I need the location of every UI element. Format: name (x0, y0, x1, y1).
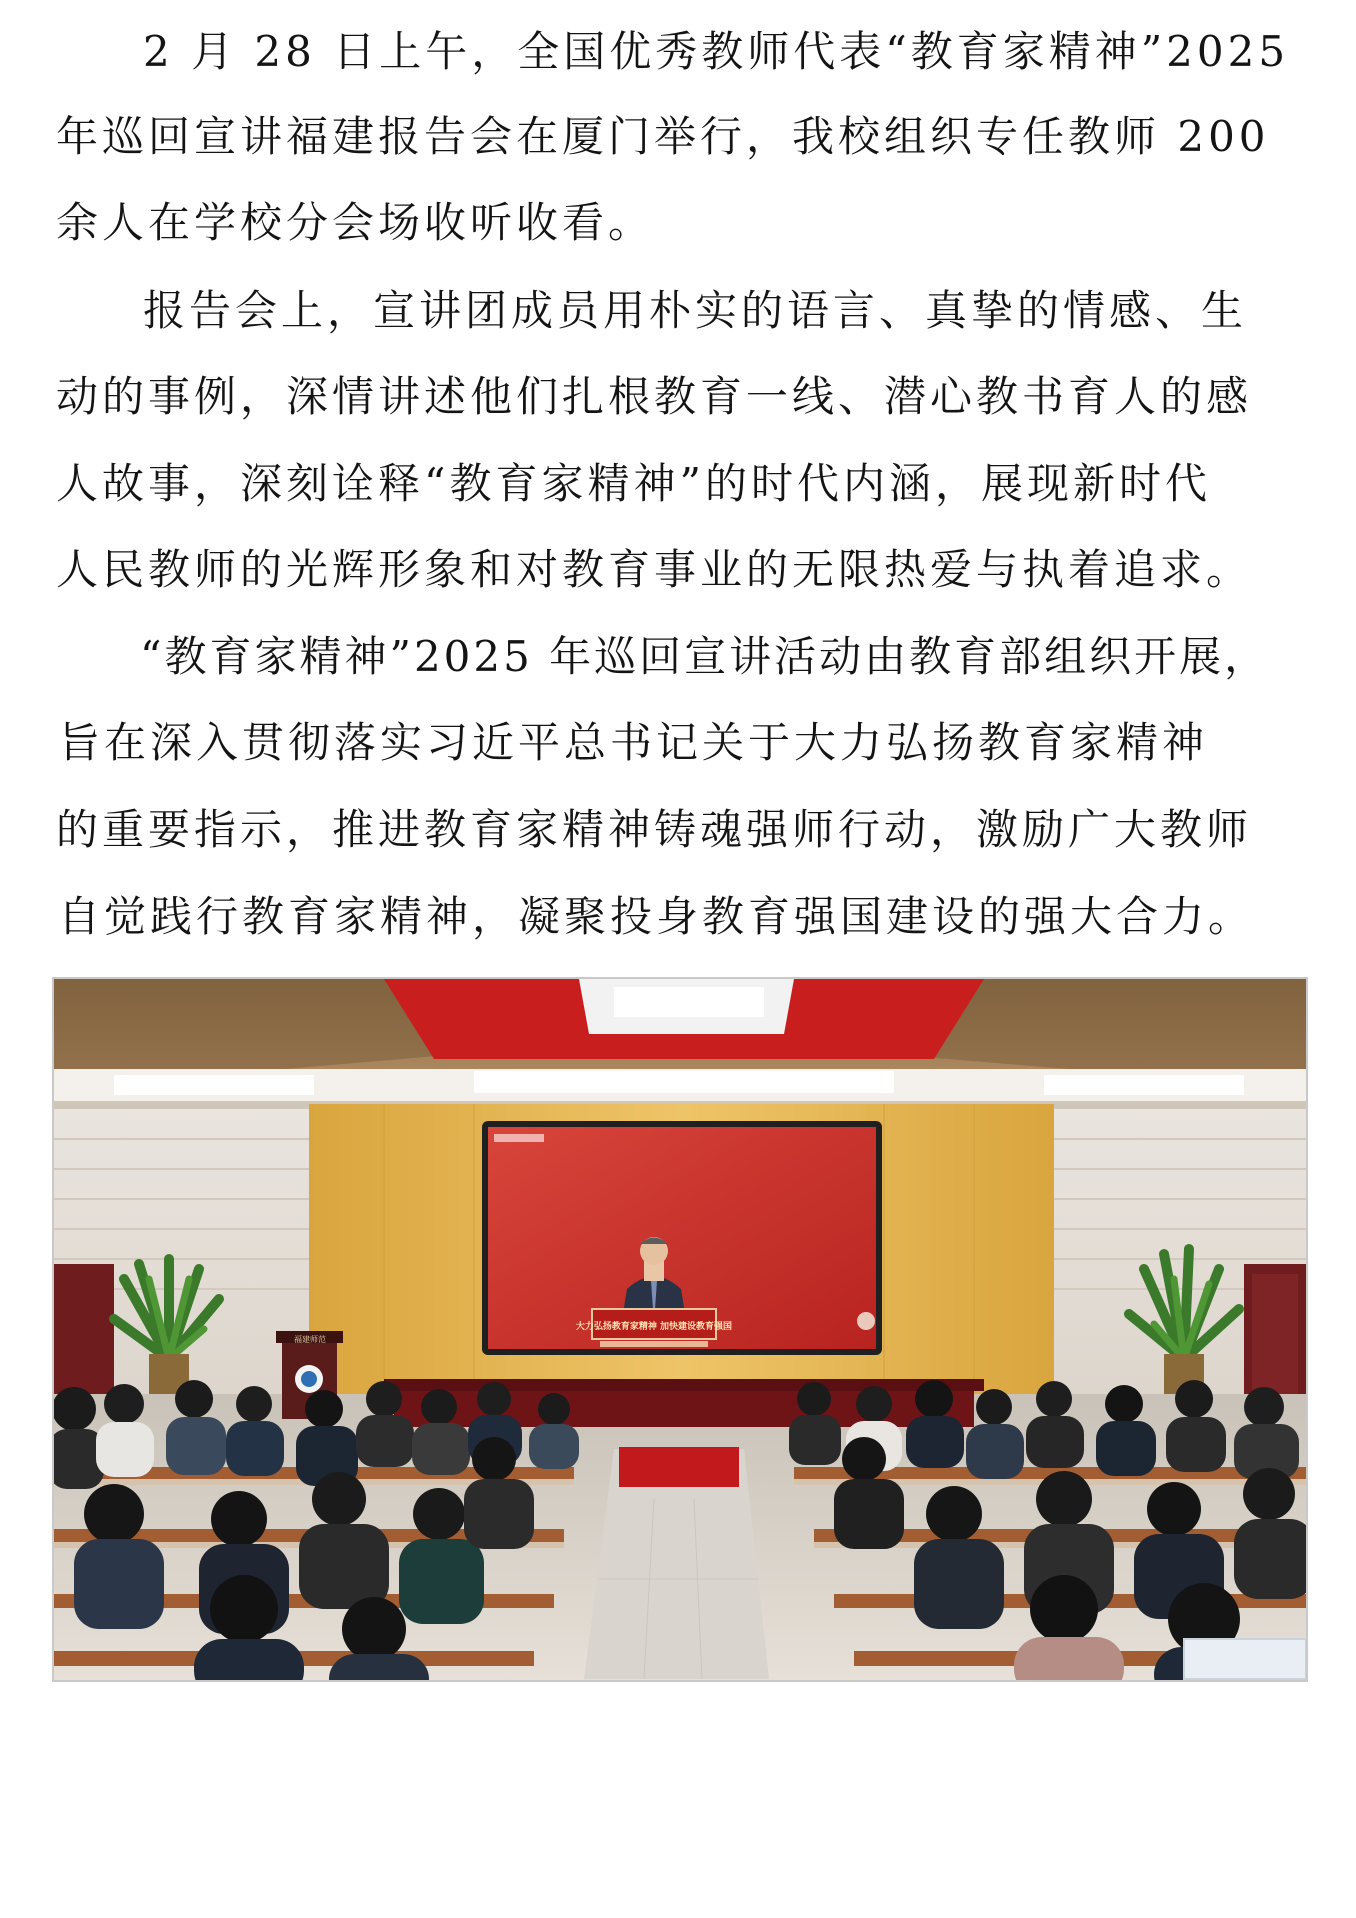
podium-sign: 福建师范 (294, 1335, 326, 1344)
screen-banner: 大力弘扬教育家精神 加快建设教育强国 (575, 1322, 733, 1332)
paragraph-3-line-4: 自觉践行教育家精神，凝聚投身教育强国建设的强大合力。 (58, 892, 1255, 941)
paragraph-2-line-3: 人故事，深刻诠释“教育家精神”的时代内涵，展现新时代 (56, 459, 1211, 508)
paragraph-3-line-2: 旨在深入贯彻落实习近平总书记关于大力弘扬教育家精神 (58, 718, 1209, 767)
paragraph-2-line-2: 动的事例，深情讲述他们扎根教育一线、潜心教书育人的感 (56, 372, 1253, 421)
paragraph-1-line-1: 2 月 28 日上午，全国优秀教师代表“教育家精神”2025 (143, 27, 1290, 76)
paragraph-2-line-4: 人民教师的光辉形象和对教育事业的无限热爱与执着追求。 (56, 545, 1253, 594)
lecture-hall-photo (52, 977, 1308, 1682)
red-carpet (619, 1447, 739, 1487)
laptop (1184, 1639, 1306, 1679)
paragraph-2-line-1: 报告会上，宣讲团成员用朴实的语言、真挚的情感、生 (143, 286, 1248, 335)
paragraph-1-line-3: 余人在学校分会场收听收看。 (56, 198, 655, 247)
paragraph-1-line-2: 年巡回宣讲福建报告会在厦门举行，我校组织专任教师 200 (56, 112, 1270, 161)
paragraph-3-line-1: “教育家精神”2025 年巡回宣讲活动由教育部组织开展， (140, 632, 1270, 681)
paragraph-3-line-3: 的重要指示，推进教育家精神铸魂强师行动，激励广大教师 (56, 805, 1253, 854)
